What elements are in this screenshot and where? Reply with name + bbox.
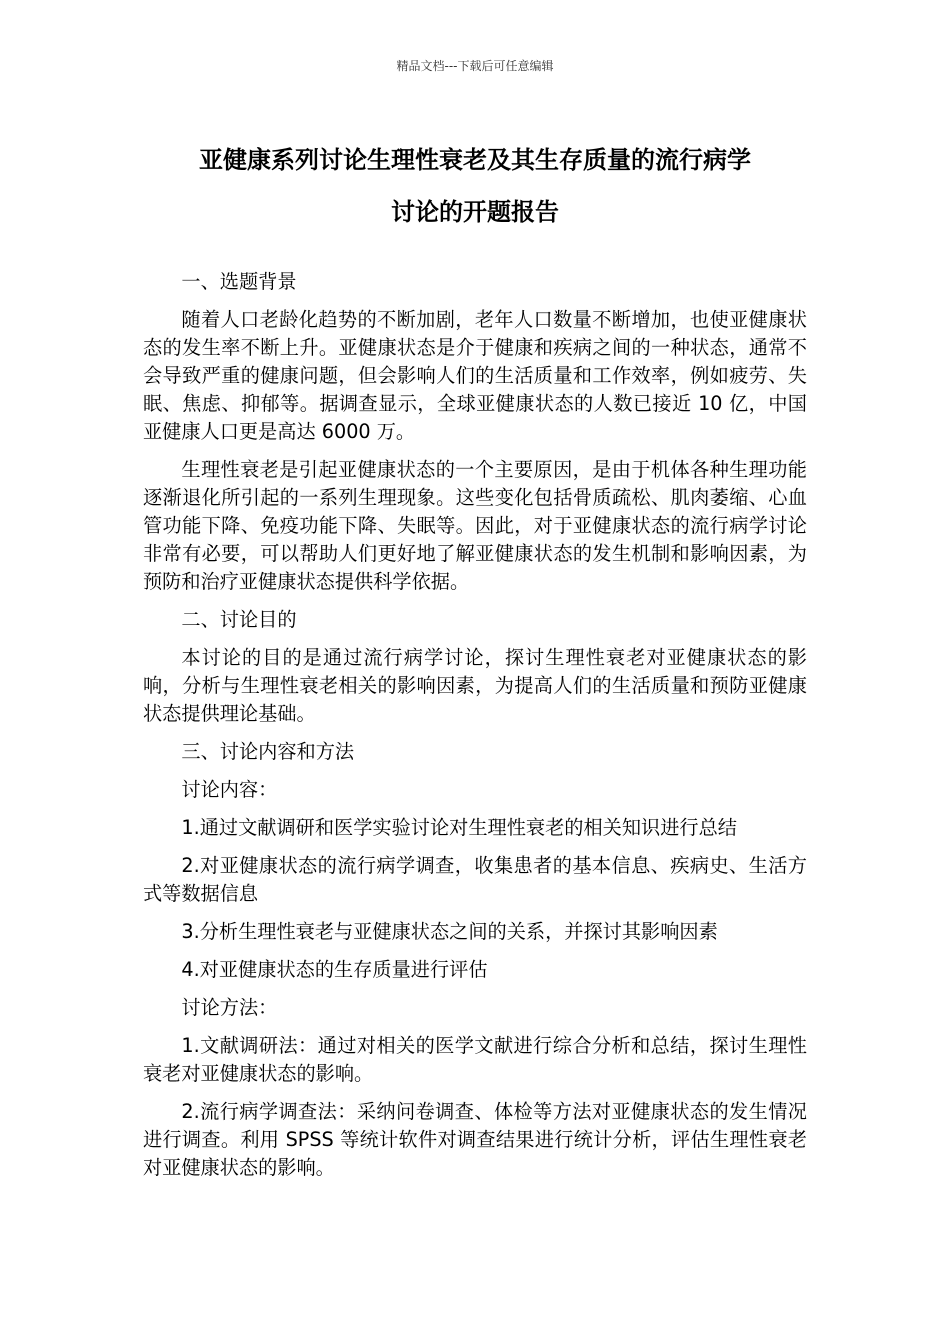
- document-body: [143, 268, 807, 1192]
- title-line-1: 亚健康系列讨论生理性衰老及其生存质量的流行病学: [199, 146, 751, 174]
- title-line-2: 讨论的开题报告: [391, 198, 559, 226]
- page-header: 精品文档---下载后可任意编辑: [396, 59, 554, 73]
- document-title: [143, 134, 807, 238]
- content-label: 讨论内容：: [181, 778, 278, 801]
- content-item-1: 1.通过文献调研和医学实验讨论对生理性衰老的相关知识进行总结: [181, 816, 737, 839]
- section-heading-background: 一、选题背景: [181, 270, 297, 293]
- section-heading-purpose: 二、讨论目的: [181, 608, 297, 631]
- purpose-paragraph: 本讨论的目的是通过流行病学讨论，探讨生理性衰老对亚健康状态的影响，分析与生理性衰老相关的影响因素，为提高人们的生活质量和预防亚健康状态提供理论基础。: [143, 646, 807, 725]
- background-paragraph-1: 随着人口老龄化趋势的不断加剧，老年人口数量不断增加，也使亚健康状态的发生率不断上升。亚健康状态是介于健康和疾病之间的一种状态，通常不会导致严重的健康问题，但会影响人们的生活质量和工作效率，例如疲劳、失眠、焦虑、抑郁等。据调查显示，全球亚健康状态的人数已接近 10 亿，中国亚健康人口更是高达 6000 万。: [143, 308, 807, 443]
- method-item-2: 2.流行病学调查法：采纳问卷调查、体检等方法对亚健康状态的发生情况进行调查。利用 SPSS 等统计软件对调查结果进行统计分析，评估生理性衰老对亚健康状态的影响。: [143, 1100, 807, 1179]
- content-item-2: 2.对亚健康状态的流行病学调查，收集患者的基本信息、疾病史、生活方式等数据信息: [143, 854, 807, 905]
- method-item-1: 1.文献调研法：通过对相关的医学文献进行综合分析和总结，探讨生理性衰老对亚健康状态的影响。: [143, 1034, 807, 1085]
- background-paragraph-2: 生理性衰老是引起亚健康状态的一个主要原因，是由于机体各种生理功能逐渐退化所引起的一系列生理现象。这些变化包括骨质疏松、肌肉萎缩、心血管功能下降、免疫功能下降、失眠等。因此，对于亚健康状态的流行病学讨论非常有必要，可以帮助人们更好地了解亚健康状态的发生机制和影响因素，为预防和治疗亚健康状态提供科学依据。: [143, 458, 807, 593]
- content-item-4: 4.对亚健康状态的生存质量进行评估: [181, 958, 488, 981]
- section-heading-content-method: 三、讨论内容和方法: [181, 740, 355, 763]
- method-label: 讨论方法：: [181, 996, 278, 1019]
- content-item-3: 3.分析生理性衰老与亚健康状态之间的关系，并探讨其影响因素: [181, 920, 718, 943]
